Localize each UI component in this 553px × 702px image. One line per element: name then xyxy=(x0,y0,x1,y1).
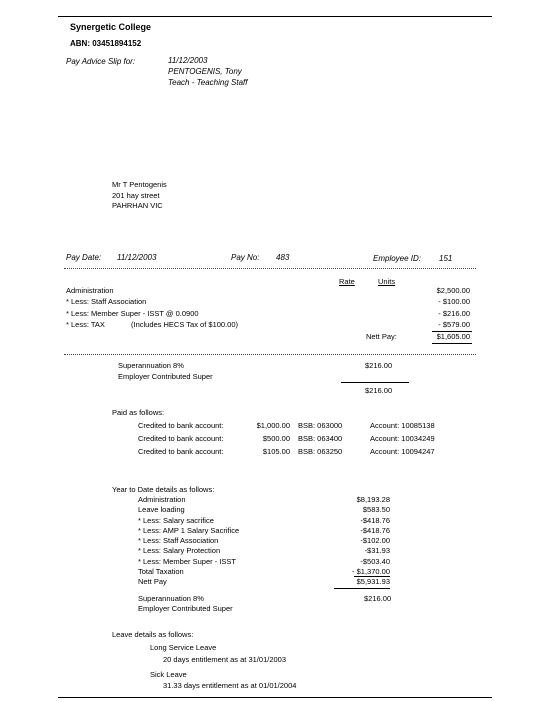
ytd-amount: -$102.00 xyxy=(360,536,390,545)
ytd-label: * Less: Staff Association xyxy=(138,536,219,545)
ytd-label: Administration xyxy=(138,495,186,504)
address-line-3: PAHRHAN VIC xyxy=(112,201,163,210)
ytd-amount: -$31.93 xyxy=(364,546,390,555)
earning-desc: * Less: TAX xyxy=(66,320,105,329)
leave-sick-detail: 31.33 days entitlement as at 01/01/2004 xyxy=(163,681,297,690)
nett-pay-top-rule xyxy=(432,331,472,332)
ytd-amount: -$503.40 xyxy=(360,557,390,566)
paid-account: Account: 10085138 xyxy=(370,421,435,430)
ytd-super-line-2: Employer Contributed Super xyxy=(138,604,233,613)
employee-id-label: Employee ID: xyxy=(373,254,422,263)
ytd-title: Year to Date details as follows: xyxy=(112,485,215,494)
paid-amount: $500.00 xyxy=(262,434,290,443)
paid-title: Paid as follows: xyxy=(112,408,165,417)
super-line-2: Employer Contributed Super xyxy=(118,372,213,381)
ytd-label: * Less: Member Super - ISST xyxy=(138,557,236,566)
super-line-1: Superannuation 8% xyxy=(118,361,184,370)
ytd-super-line-1: Superannuation 8% xyxy=(138,594,204,603)
units-header: Units xyxy=(378,277,396,286)
address-line-1: Mr T Pentogenis xyxy=(112,180,167,189)
dotted-divider xyxy=(64,354,476,355)
slip-date: 11/12/2003 xyxy=(168,56,208,65)
earning-amount: - $100.00 xyxy=(438,297,470,306)
paid-bsb: BSB: 063400 xyxy=(298,434,343,443)
ytd-label: Nett Pay xyxy=(138,577,167,586)
rate-header: Rate xyxy=(339,277,355,286)
paid-label: Credited to bank account: xyxy=(138,421,224,430)
ytd-label: Total Taxation xyxy=(138,567,184,576)
employee-id: 151 xyxy=(439,254,453,263)
ytd-super-amount: $216.00 xyxy=(364,594,392,603)
paid-label: Credited to bank account: xyxy=(138,447,224,456)
ytd-label: * Less: Salary sacrifice xyxy=(138,516,214,525)
earning-desc: * Less: Staff Association xyxy=(66,297,147,306)
earning-amount: - $216.00 xyxy=(438,309,470,318)
super-amount: $216.00 xyxy=(365,361,393,370)
ytd-amount: -$418.76 xyxy=(360,526,390,535)
paid-label: Credited to bank account: xyxy=(138,434,224,443)
leave-long-service: Long Service Leave xyxy=(150,643,217,652)
nett-pay-amount: $1,605.00 xyxy=(436,332,470,341)
pay-date-label: Pay Date: xyxy=(66,253,102,262)
paid-account: Account: 10034249 xyxy=(370,434,435,443)
paid-bsb: BSB: 063000 xyxy=(298,421,343,430)
ytd-label: * Less: Salary Protection xyxy=(138,546,221,555)
leave-long-service-detail: 20 days entitlement as at 31/01/2003 xyxy=(163,655,287,664)
employee-name: PENTOGENIS, Tony xyxy=(168,67,242,76)
pay-no: 483 xyxy=(276,253,290,262)
super-total-rule xyxy=(341,382,409,383)
earning-desc: Administration xyxy=(66,286,114,295)
ytd-total-bottom-rule xyxy=(334,588,390,589)
ytd-amount: $8,193.28 xyxy=(356,495,390,504)
top-rule xyxy=(58,16,492,17)
nett-pay-label: Nett Pay: xyxy=(366,332,397,341)
earning-desc: * Less: Member Super - ISST @ 0.0900 xyxy=(66,309,199,318)
ytd-amount: -$418.76 xyxy=(360,516,390,525)
leave-title: Leave details as follows: xyxy=(112,630,194,639)
bottom-rule xyxy=(58,697,492,698)
paid-account: Account: 10094247 xyxy=(370,447,435,456)
pay-date: 11/12/2003 xyxy=(117,253,157,262)
paid-bsb: BSB: 063250 xyxy=(298,447,343,456)
ytd-amount: $5,931.93 xyxy=(356,577,390,586)
ytd-label: * Less: AMP 1 Salary Sacrifice xyxy=(138,526,240,535)
pay-no-label: Pay No: xyxy=(231,253,260,262)
ytd-label: Leave loading xyxy=(138,505,185,514)
earning-amount: $2,500.00 xyxy=(436,286,470,295)
super-total: $216.00 xyxy=(365,386,393,395)
ytd-amount: - $1,370.00 xyxy=(352,567,390,576)
ytd-amount: $583.50 xyxy=(362,505,390,514)
nett-pay-bottom-rule xyxy=(432,343,472,344)
earning-note: (Includes HECS Tax of $100.00) xyxy=(131,320,239,329)
dotted-divider xyxy=(64,268,476,269)
paid-amount: $105.00 xyxy=(262,447,290,456)
employee-role: Teach - Teaching Staff xyxy=(168,78,248,87)
abn: ABN: 03451894152 xyxy=(70,39,142,48)
slip-label: Pay Advice Slip for: xyxy=(66,57,136,66)
paid-amount: $1,000.00 xyxy=(256,421,290,430)
leave-sick: Sick Leave xyxy=(150,670,187,679)
college-name: Synergetic College xyxy=(70,22,152,32)
address-line-2: 201 hay street xyxy=(112,191,160,200)
earning-amount: - $579.00 xyxy=(438,320,470,329)
